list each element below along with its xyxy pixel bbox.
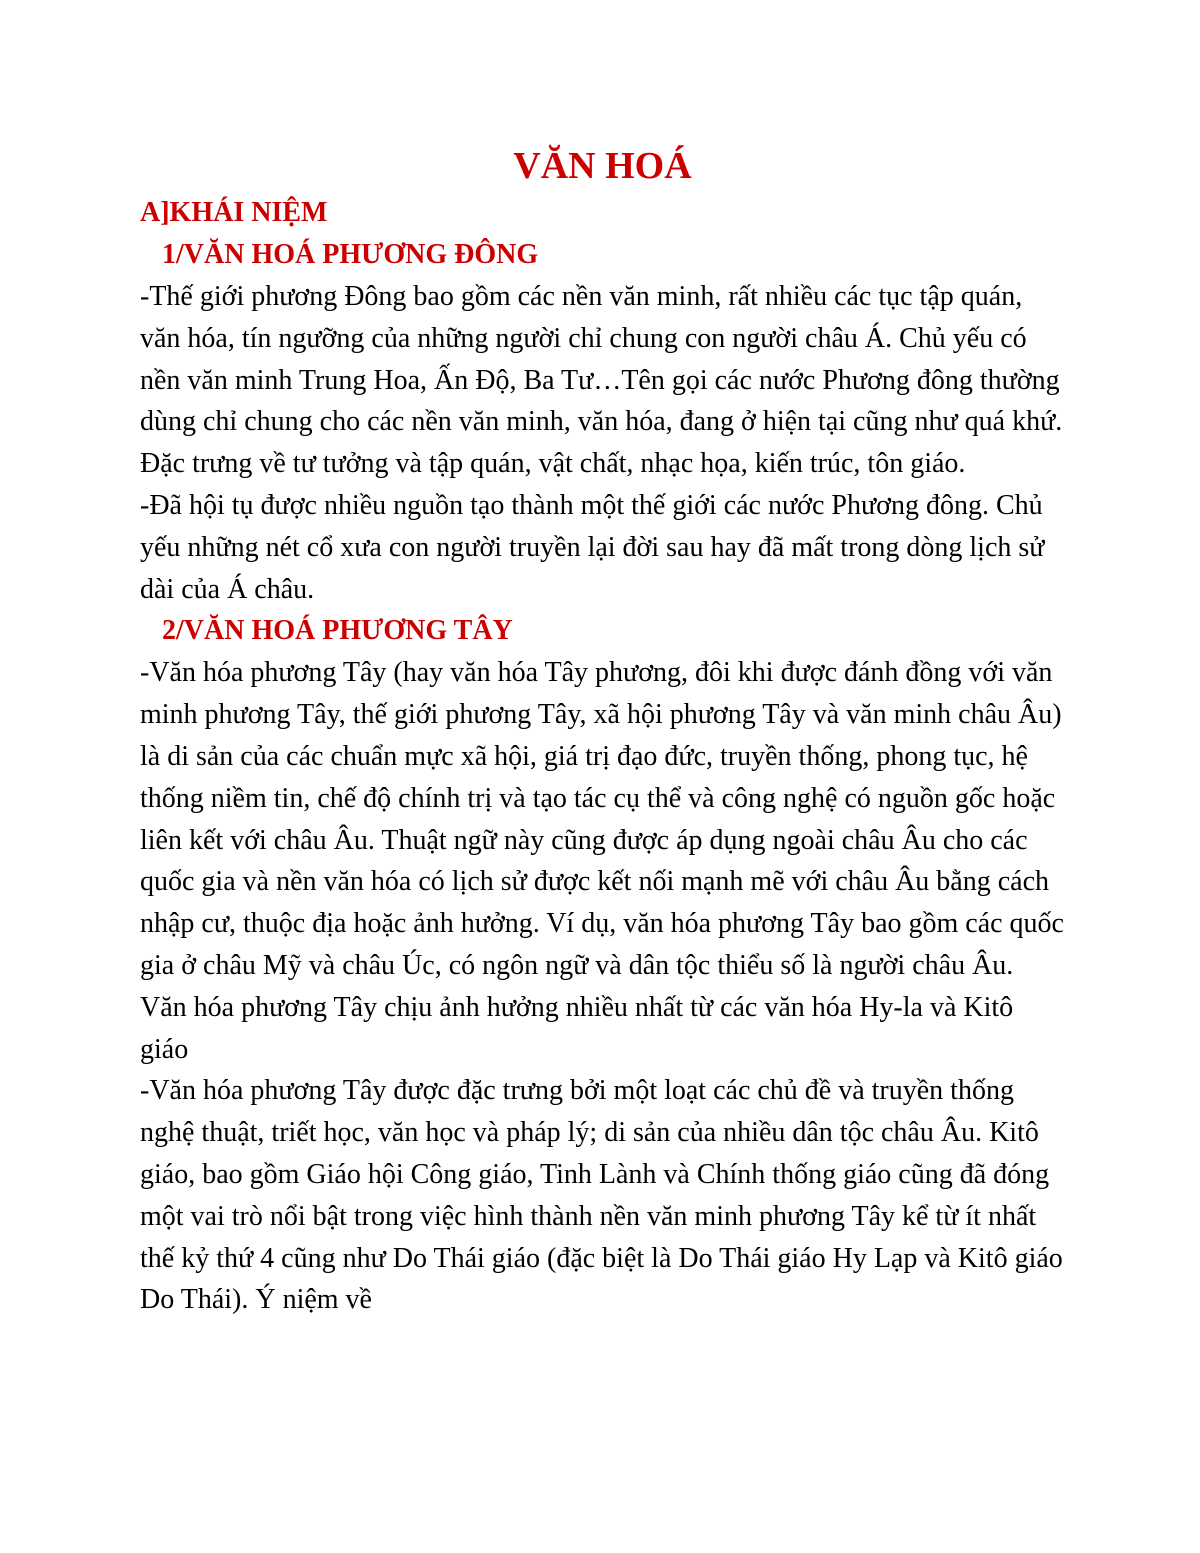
section-heading-concept: A]KHÁI NIỆM [140, 197, 328, 228]
subsection-heading-western-culture: 2/VĂN HOÁ PHƯƠNG TÂY [162, 615, 513, 647]
paragraph-eastern-1: -Thế giới phương Đông bao gồm các nền văn minh, rất nhiều các tục tập quán, văn hóa, tín ngưỡng của những người chỉ chung con người châu Á. Chủ yếu có nền văn minh Trung Hoa, Ấn Độ, Ba Tư…Tên gọi các nước Phương đông thường dùng chỉ chung cho các nền văn minh, văn hóa, đang ở hiện tại cũng như quá khứ. Đặc trưng về tư tưởng và tập quán, vật chất, nhạc họa, kiến trúc, tôn giáo. [140, 281, 1063, 480]
paragraph-eastern-2: -Đã hội tụ được nhiều nguồn tạo thành một thế giới các nước Phương đông. Chủ yếu những nét cổ xưa con người truyền lại đời sau hay đã mất trong dòng lịch sử dài của Á châu. [140, 489, 1045, 605]
document-body [140, 140, 1065, 1321]
document-title: VĂN HOÁ [513, 145, 692, 187]
paragraph-western-2: -Văn hóa phương Tây được đặc trưng bởi một loạt các chủ đề và truyền thống nghệ thuật, triết học, văn học và pháp lý; di sản của nhiều dân tộc châu Âu. Kitô giáo, bao gồm Giáo hội Công giáo, Tinh Lành và Chính thống giáo cũng đã đóng một vai trò nổi bật trong việc hình thành nền văn minh phương Tây kể từ ít nhất thế kỷ thứ 4 cũng như Do Thái giáo (đặc biệt là Do Thái giáo Hy Lạp và Kitô giáo Do Thái). Ý niệm về [140, 1075, 1063, 1316]
subsection-heading-eastern-culture: 1/VĂN HOÁ PHƯƠNG ĐÔNG [162, 239, 539, 270]
paragraph-western-1: -Văn hóa phương Tây (hay văn hóa Tây phương, đôi khi được đánh đồng với văn minh phương Tây, thế giới phương Tây, xã hội phương Tây và văn minh châu Âu) là di sản của các chuẩn mực xã hội, giá trị đạo đức, truyền thống, phong tục, hệ thống niềm tin, chế độ chính trị và tạo tác cụ thể và công nghệ có nguồn gốc hoặc liên kết với châu Âu. Thuật ngữ này cũng được áp dụng ngoài châu Âu cho các quốc gia và nền văn hóa có lịch sử được kết nối mạnh mẽ với châu Âu bằng cách nhập cư, thuộc địa hoặc ảnh hưởng. Ví dụ, văn hóa phương Tây bao gồm các quốc gia ở châu Mỹ và châu Úc, có ngôn ngữ và dân tộc thiểu số là người châu Âu. Văn hóa phương Tây chịu ảnh hưởng nhiều nhất từ các văn hóa Hy-la và Kitô giáo [140, 657, 1064, 1065]
